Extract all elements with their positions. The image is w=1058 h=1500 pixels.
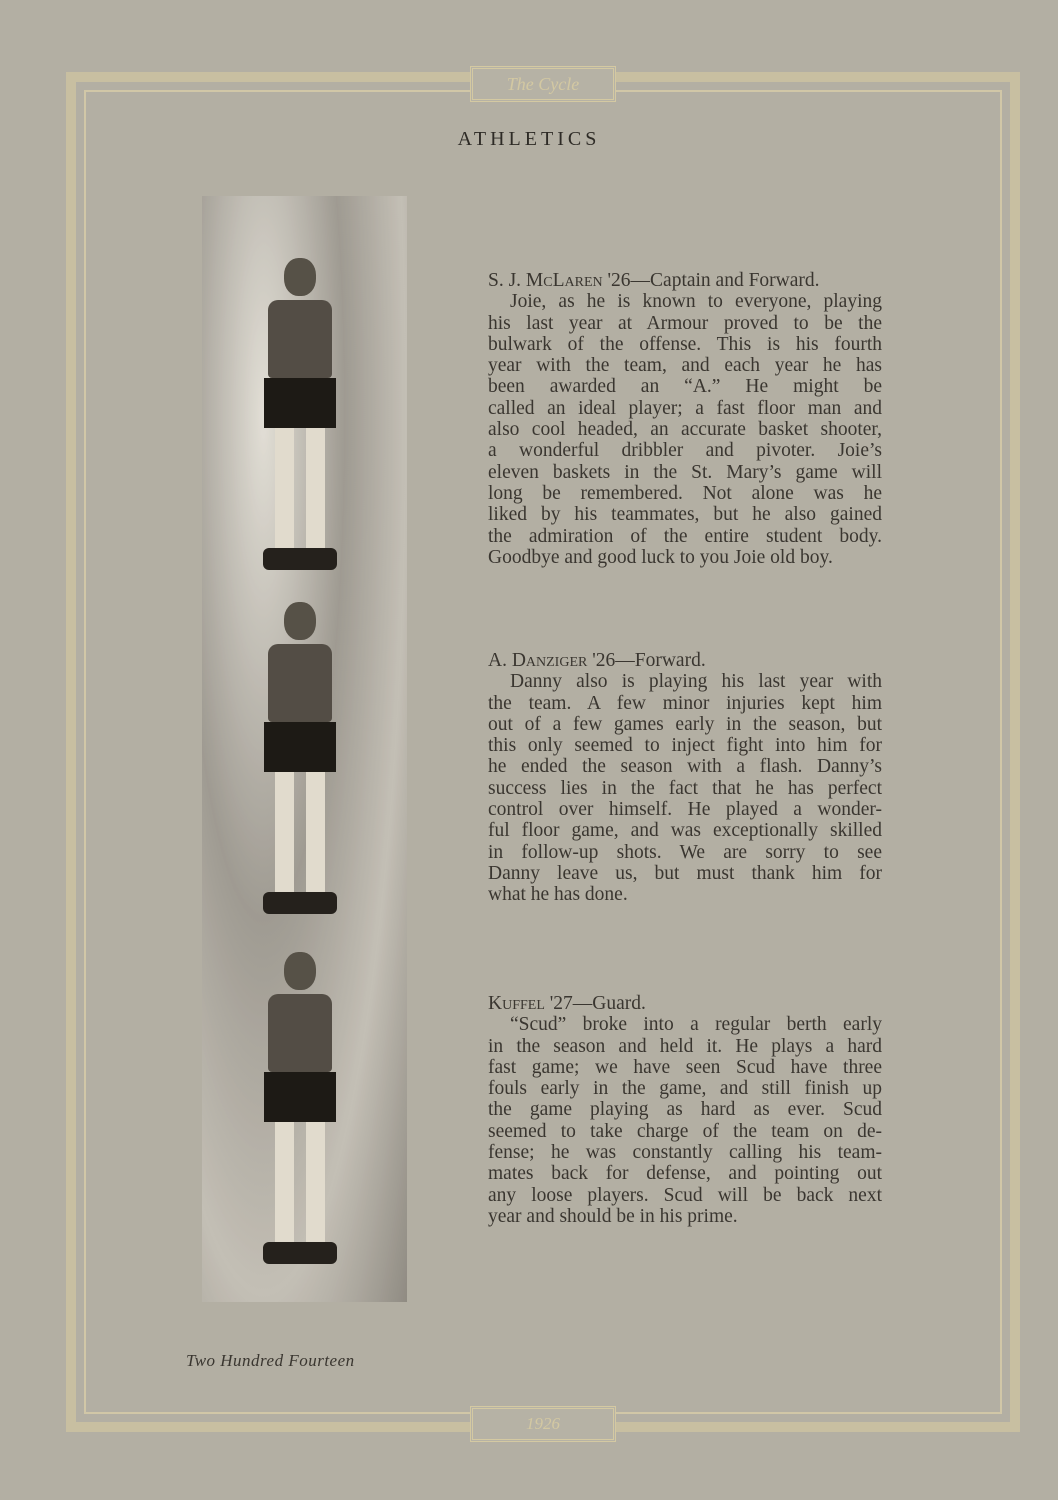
section-heading <box>488 650 882 671</box>
player-photo-danziger <box>252 602 347 914</box>
paragraph-line: fense; he was constantly calling his team- <box>488 1142 882 1164</box>
player-photo-mclaren <box>252 258 347 570</box>
paragraph-line: out of a few games early in the season, but <box>488 713 882 735</box>
player-photo-strip <box>202 196 407 1302</box>
paragraph-line: bulwark of the offense. This is his fourth <box>488 333 882 355</box>
paragraph-line: this only seemed to inject fight into him for <box>488 735 882 757</box>
paragraph-line: Goodbye and good luck to you Joie old boy. <box>488 546 833 568</box>
player-role: '27—Guard. <box>544 993 646 1014</box>
paragraph-line: in follow-up shots. We are sorry to see <box>488 841 882 863</box>
paragraph-line: the game playing as hard as ever. Scud <box>488 1099 882 1121</box>
paragraph-line: ful floor game, and was exceptionally skilled <box>488 820 882 842</box>
player-photo-kuffel <box>252 952 347 1264</box>
player-name: S. J. McLaren <box>488 270 603 291</box>
paragraph-line: called an ideal player; a fast floor man and <box>488 397 882 419</box>
paragraph-line: year with the team, and each year he has <box>488 355 882 377</box>
paragraph-line: been awarded an “A.” He might be <box>488 376 882 398</box>
paragraph-line: eleven baskets in the St. Mary’s game will <box>488 461 882 483</box>
paragraph-line: in the season and held it. He plays a hard <box>488 1035 882 1057</box>
paragraph-line: any loose players. Scud will be back next <box>488 1184 882 1206</box>
paragraph-line: control over himself. He played a wonder- <box>488 799 882 821</box>
paragraph-line: his last year at Armour proved to be the <box>488 312 882 334</box>
paragraph-line: also cool headed, an accurate basket shooter, <box>488 419 882 441</box>
section-heading <box>488 993 882 1014</box>
section-heading <box>488 270 882 291</box>
player-name: A. Danziger <box>488 650 588 671</box>
paragraph-line: the team. A few minor injuries kept him <box>488 692 882 714</box>
paragraph-line: “Scud” broke into a regular berth early <box>510 1014 882 1036</box>
paragraph-line: seemed to take charge of the team on de- <box>488 1120 882 1142</box>
player-role: '26—Forward. <box>587 650 706 671</box>
paragraph-line: long be remembered. Not alone was he <box>488 482 882 504</box>
paragraph-line: Joie, as he is known to everyone, playing <box>510 291 882 313</box>
paragraph-line: mates back for defense, and pointing out <box>488 1163 882 1185</box>
paragraph-line: the admiration of the entire student body. <box>488 525 882 547</box>
paragraph-line: what he has done. <box>488 884 628 906</box>
paragraph-line: a wonderful dribbler and pivoter. Joie’s <box>488 440 882 462</box>
paragraph-line: Danny leave us, but must thank him for <box>488 862 882 884</box>
paragraph-line: he ended the season with a flash. Danny’s <box>488 756 882 778</box>
paragraph-line: fouls early in the game, and still finish up <box>488 1078 882 1100</box>
section-danziger <box>488 650 882 906</box>
section-mclaren <box>488 270 882 568</box>
section-kuffel <box>488 993 882 1227</box>
paragraph-line: year and should be in his prime. <box>488 1205 738 1227</box>
paragraph-line: Danny also is playing his last year with <box>510 671 882 693</box>
footer-ornament: 1926 <box>470 1406 616 1442</box>
header-ornament: The Cycle <box>470 66 616 102</box>
page-title: ATHLETICS <box>457 128 601 150</box>
page-number: Two Hundred Fourteen <box>186 1351 355 1370</box>
paragraph-line: fast game; we have seen Scud have three <box>488 1056 882 1078</box>
paragraph-line: liked by his teammates, but he also gained <box>488 504 882 526</box>
player-role: '26—Captain and Forward. <box>602 270 820 291</box>
paragraph-line: success lies in the fact that he has perfect <box>488 777 882 799</box>
player-name: Kuffel <box>488 993 545 1014</box>
